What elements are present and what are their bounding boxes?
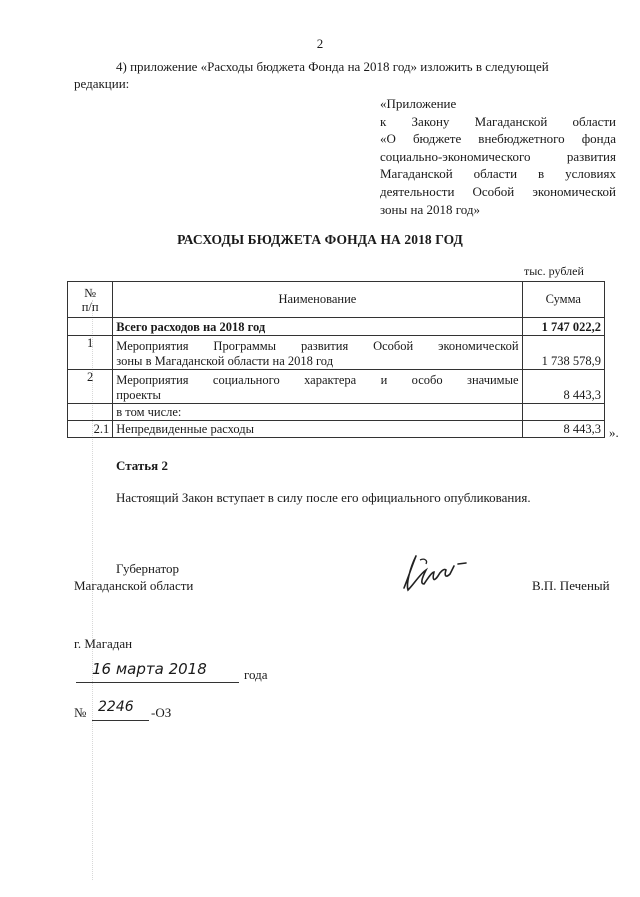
governor-name: В.П. Печеный: [532, 578, 610, 593]
header-num: № п/п: [68, 282, 113, 318]
row-name: Непредвиденные расходы: [113, 421, 522, 438]
row-sum: 1 747 022,2: [522, 318, 604, 336]
row-num: 1: [68, 336, 113, 370]
date-suffix: года: [244, 667, 268, 682]
header-name: Наименование: [113, 282, 522, 318]
header-sum: Сумма: [522, 282, 604, 318]
closing-quote: ».: [609, 425, 619, 440]
table-row: [68, 318, 605, 336]
article-text: Настоящий Закон вступает в силу после его официального опубликования.: [116, 490, 531, 505]
appendix-reference: [380, 95, 616, 218]
signature-image: [398, 548, 478, 596]
intro-line-2: редакции:: [74, 76, 130, 91]
appendix-line: деятельности Особой экономической: [380, 183, 616, 199]
city-label: г. Магадан: [74, 636, 133, 651]
row-name: Мероприятия социального характера и особо значимые проекты: [113, 370, 522, 404]
row-name: в том числе:: [113, 404, 522, 421]
appendix-line: «О бюджете внебюджетного фонда: [380, 131, 616, 147]
unit-label: тыс. рублей: [524, 264, 584, 278]
number-suffix: -ОЗ: [151, 705, 172, 720]
number-prefix: №: [74, 705, 87, 720]
row-sum: 8 443,3: [522, 370, 604, 404]
row-num: [68, 404, 113, 421]
row-num: 2.1: [68, 421, 113, 438]
row-num: [68, 318, 113, 336]
governor-title-line-2: Магаданской области: [74, 578, 194, 593]
article-heading: Статья 2: [116, 458, 168, 473]
row-name: Всего расходов на 2018 год: [113, 318, 522, 336]
handwritten-number: 2246: [98, 699, 134, 715]
document-title: РАСХОДЫ БЮДЖЕТА ФОНДА НА 2018 ГОД: [177, 232, 463, 247]
appendix-line: социально-экономического развития: [380, 148, 616, 164]
table-row: [68, 404, 605, 421]
intro-line-1: 4) приложение «Расходы бюджета Фонда на 2018 год» изложить в следующей: [116, 59, 549, 74]
table-row: [68, 370, 605, 404]
row-name: Мероприятия Программы развития Особой экономической зоны в Магаданской области на 2018 год: [113, 336, 522, 370]
table-header-row: [68, 282, 605, 318]
table-row: [68, 421, 605, 438]
appendix-line: зоны на 2018 год»: [380, 201, 480, 217]
appendix-line: Магаданской области в условиях: [380, 166, 616, 182]
governor-title-line-1: Губернатор: [116, 561, 179, 576]
expenses-table: [67, 281, 605, 438]
row-sum: 8 443,3: [522, 421, 604, 438]
row-sum: [522, 404, 604, 421]
page-number: 2: [316, 36, 324, 51]
appendix-line: к Закону Магаданской области: [380, 113, 616, 129]
appendix-line: «Приложение: [380, 96, 457, 111]
row-sum: 1 738 578,9: [522, 336, 604, 370]
handwritten-date: 16 марта 2018: [92, 660, 207, 678]
table-row: [68, 336, 605, 370]
row-num: 2: [68, 370, 113, 404]
